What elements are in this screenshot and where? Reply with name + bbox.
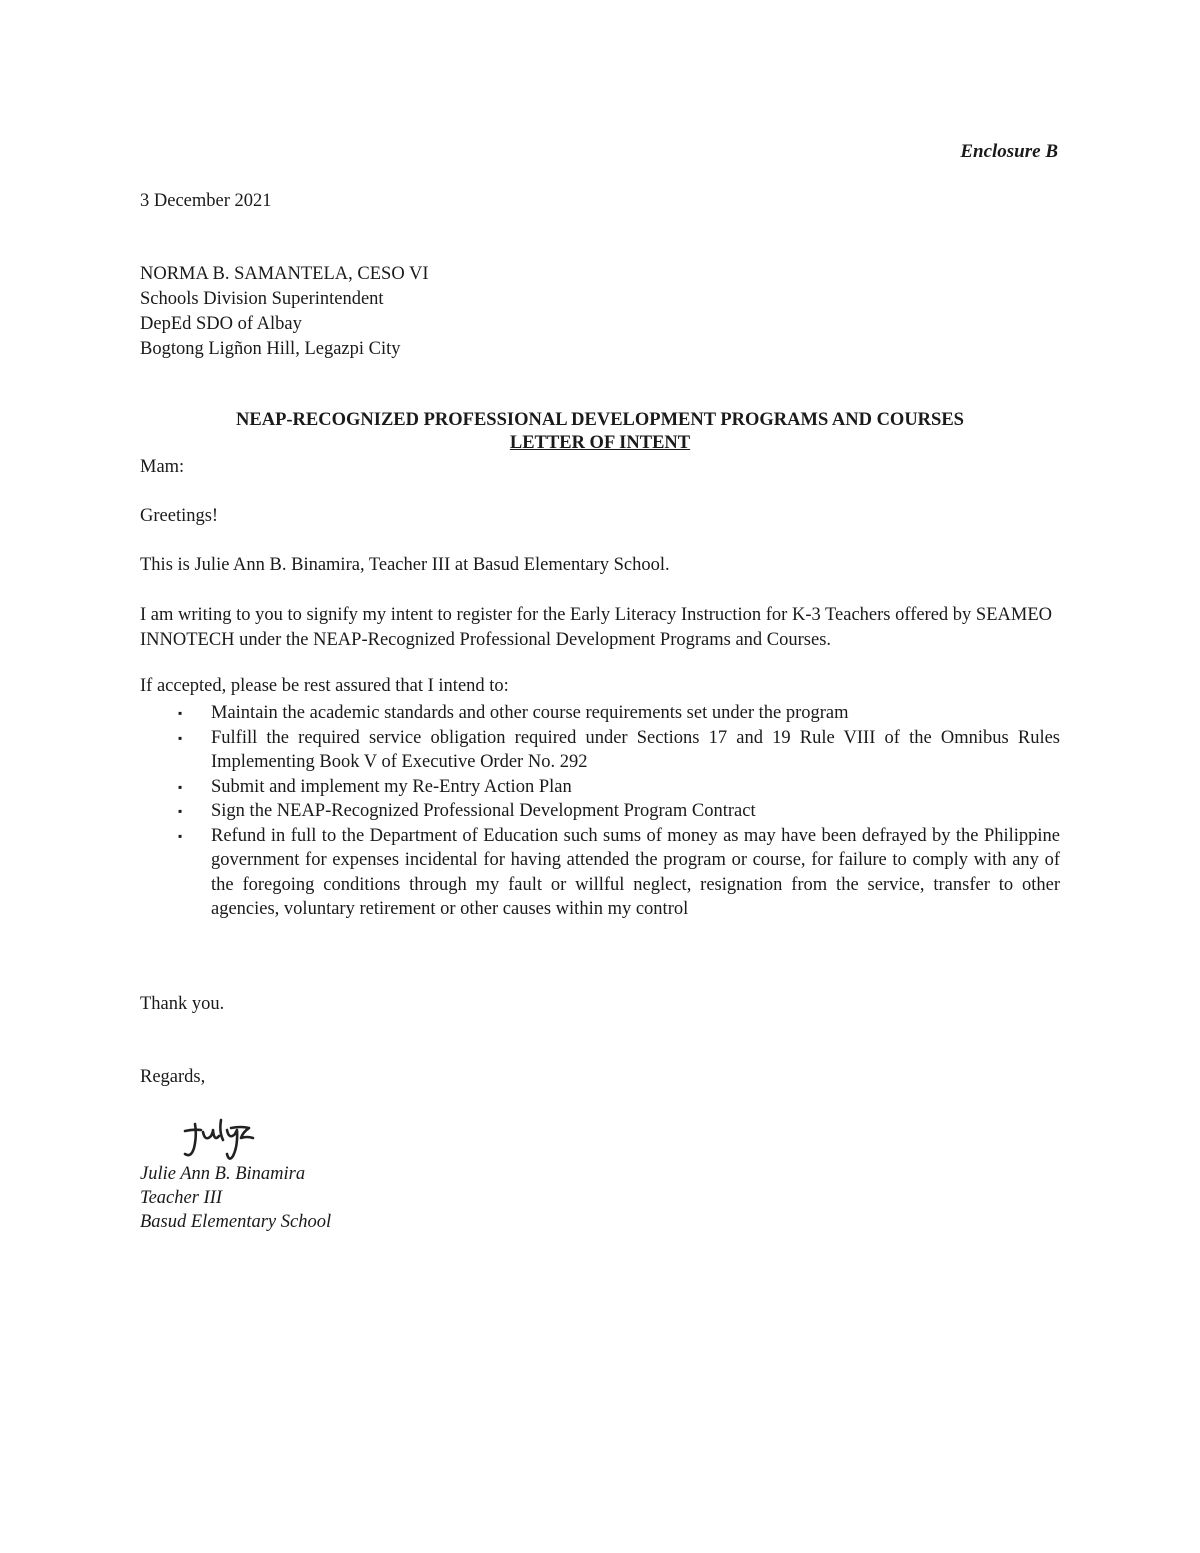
salutation: Mam:	[140, 457, 185, 477]
bullet-icon: ▪	[178, 706, 183, 720]
commitment-text: Fulfill the required service obligation required under Sections 17 and 19 Rule VIII of the Omnibus Rules Implementing Book V of Executive Order No. 292	[211, 727, 1060, 772]
closing-thanks: Thank you.	[140, 994, 225, 1014]
addressee-block	[140, 262, 429, 362]
enclosure-label: Enclosure B	[960, 141, 1058, 162]
signer-title: Teacher III	[140, 1188, 223, 1208]
bullet-icon: ▪	[178, 828, 183, 843]
commitment-text: Sign the NEAP-Recognized Professional Development Program Contract	[211, 801, 756, 821]
signer-name: Julie Ann B. Binamira	[140, 1164, 306, 1184]
bullet-icon: ▪	[178, 779, 183, 794]
greeting: Greetings!	[140, 506, 219, 526]
signer-block	[140, 1162, 331, 1234]
handwritten-signature	[183, 1118, 258, 1164]
addressee-office: DepEd SDO of Albay	[140, 314, 302, 334]
commitment-text: Maintain the academic standards and other course requirements set under the program	[211, 703, 849, 723]
intent-paragraph: I am writing to you to signify my intent to register for the Early Literacy Instruction for K-3 Teachers offered by SEAMEO INNOTECH under the NEAP-Recognized Professional Development Programs and Courses.	[140, 605, 1052, 650]
commitment-list	[140, 701, 1060, 922]
list-item	[140, 701, 1060, 726]
list-item	[140, 775, 1060, 800]
list-item	[140, 824, 1060, 922]
commitment-text: Submit and implement my Re-Entry Action Plan	[211, 776, 572, 797]
addressee-position: Schools Division Superintendent	[140, 289, 384, 309]
list-item	[140, 726, 1060, 775]
heading-title: NEAP-RECOGNIZED PROFESSIONAL DEVELOPMENT PROGRAMS AND COURSES	[236, 410, 964, 430]
bullet-icon: ▪	[178, 730, 183, 745]
intro-sentence: This is Julie Ann B. Binamira, Teacher III at Basud Elementary School.	[140, 555, 670, 575]
commitment-text: Refund in full to the Department of Education such sums of money as may have been defrayed by the Philippine government for expenses incidental for having attended the program or course, for failure to comply with any of the foregoing conditions through my fault or willful neglect, resignation from the service, transfer to other agencies, voluntary retirement or other causes within my control	[211, 825, 1060, 919]
heading-subtitle: LETTER OF INTENT	[509, 433, 691, 453]
closing-regards: Regards,	[140, 1067, 206, 1087]
letter-date: 3 December 2021	[140, 191, 272, 211]
accepted-intro: If accepted, please be rest assured that I intend to:	[140, 676, 509, 696]
bullet-icon: ▪	[178, 804, 183, 818]
addressee-address: Bogtong Ligñon Hill, Legazpi City	[140, 339, 401, 359]
signer-school: Basud Elementary School	[140, 1212, 332, 1232]
letter-heading	[140, 409, 1060, 455]
list-item	[140, 799, 1060, 824]
addressee-name: NORMA B. SAMANTELA, CESO VI	[140, 264, 429, 284]
